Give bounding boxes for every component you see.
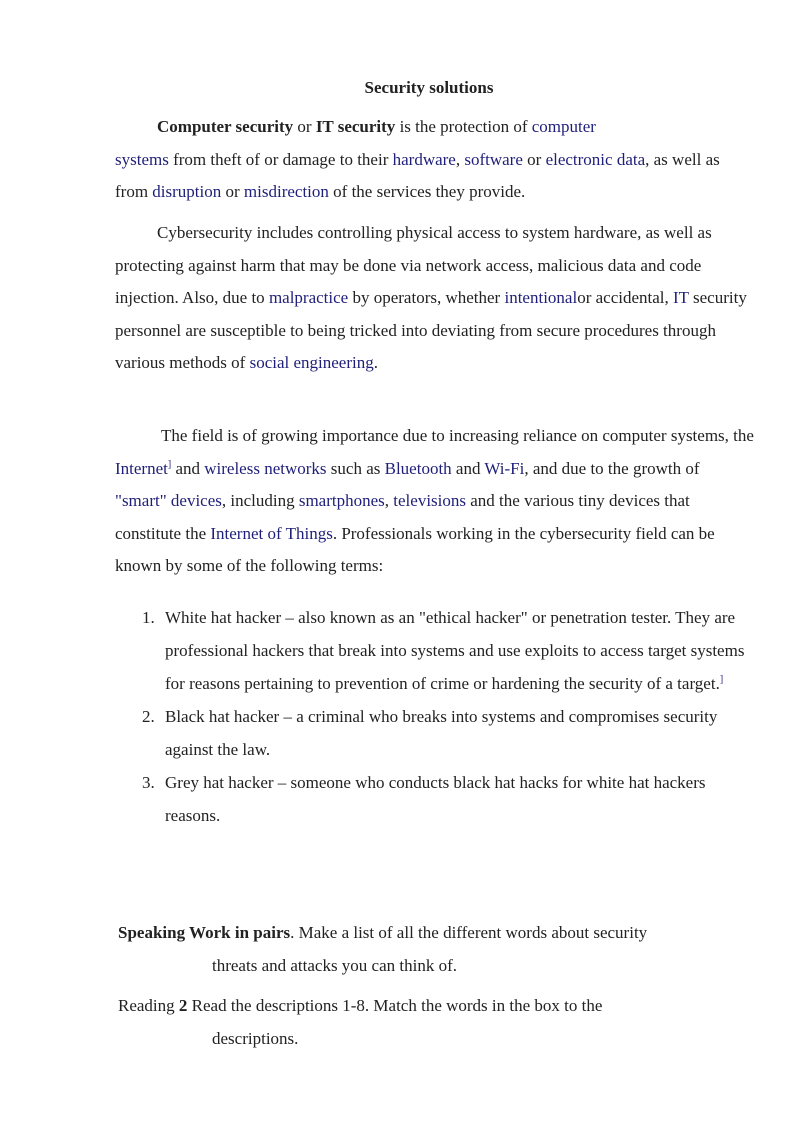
speaking-task: Speaking Work in pairs. Make a list of all the different words about security threats and attacks you can think of.	[118, 923, 648, 975]
footnote-ref[interactable]: ]	[167, 458, 172, 470]
link-hardware[interactable]: hardware	[392, 149, 456, 169]
link-smart-devices[interactable]: "smart" devices	[115, 491, 222, 510]
link-computer-systems-cont[interactable]: systems	[115, 149, 169, 169]
link-smartphones[interactable]: smartphones	[298, 491, 385, 510]
list-item: 3. Grey hat hacker – someone who conducts black hat hacks for white hat hackers reasons.	[142, 773, 706, 825]
term-computer-security: Computer security	[157, 117, 294, 136]
link-it[interactable]: IT	[673, 288, 689, 307]
link-internet[interactable]: Internet	[115, 458, 168, 478]
link-social-engineering[interactable]: social engineering	[249, 353, 374, 372]
task-number: 2	[178, 996, 188, 1015]
reading-task: Reading 2 Read the descriptions 1-8. Match the words in the box to the descriptions.	[118, 996, 603, 1048]
footnote-ref[interactable]: ]	[719, 674, 724, 685]
hacker-types-list	[142, 601, 762, 832]
paragraph-importance: The field is of growing importance due to increasing reliance on computer systems, the Internet] and wireless networks such as Bluetooth and Wi-Fi, and due to the growth of "smart" devices, including smartphones, televisions and the various tiny devices that constitute the Internet of Things. Professionals working in the cybersecurity field can be known by some of the following terms:	[115, 426, 754, 575]
link-bluetooth[interactable]: Bluetooth	[384, 458, 452, 478]
list-item: 1. White hat hacker – also known as an "ethical hacker" or penetration tester. They are professional hackers that break into systems and use exploits to access target systems for reasons pertaining to prevention of crime or hardening the security of a target.]	[142, 608, 745, 693]
link-electronic-data[interactable]: electronic data	[545, 149, 646, 169]
link-wifi[interactable]: Wi-Fi	[484, 458, 525, 478]
link-intentional[interactable]: intentional	[504, 288, 578, 307]
link-wireless-networks[interactable]: wireless networks	[204, 458, 327, 478]
link-computer-systems[interactable]: computer	[531, 117, 596, 136]
link-misdirection[interactable]: misdirection	[243, 182, 329, 201]
list-item: 2. Black hat hacker – a criminal who breaks into systems and compromises security against the law.	[142, 707, 718, 759]
link-software[interactable]: software	[464, 149, 523, 169]
link-disruption[interactable]: disruption	[152, 182, 222, 201]
link-malpractice[interactable]: malpractice	[268, 288, 349, 307]
task-label: Reading	[118, 996, 179, 1015]
paragraph-cybersecurity: Cybersecurity includes controlling physical access to system hardware, as well as protecting against harm that may be done via network access, malicious data and code injection. Also, due to malpractice by operators, whether intentionalor accidental, IT security personnel are susceptible to being tricked into deviating from secure procedures through various methods of social engineering.	[115, 223, 747, 372]
task-heading: Speaking Work in pairs	[118, 923, 291, 942]
term-it-security: IT security	[315, 117, 396, 136]
paragraph-definition: Computer security or IT security is the protection of computer systems from theft of or damage to their hardware, software or electronic data, as well as from disruption or misdirection of the services they provide.	[115, 117, 720, 201]
link-internet-of-things[interactable]: Internet of Things	[210, 523, 333, 543]
page-title: Security solutions	[364, 78, 494, 97]
link-televisions[interactable]: televisions	[393, 491, 466, 510]
